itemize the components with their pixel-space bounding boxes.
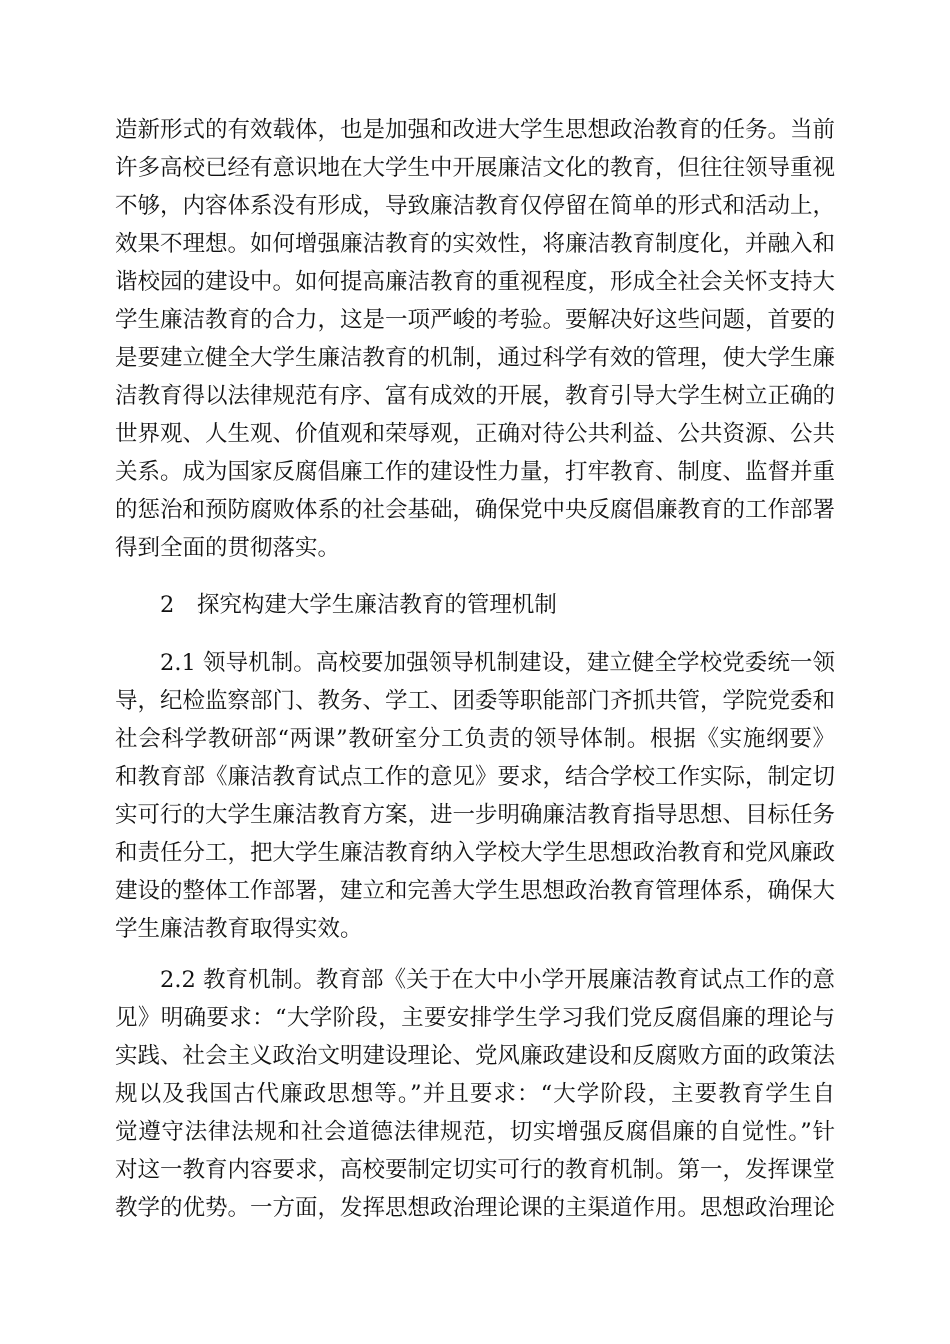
text-line: 关系。成为国家反腐倡廉工作的建设性力量，打牢教育、制度、监督并重	[115, 459, 836, 485]
text-line: 实可行的大学生廉洁教育方案，进一步明确廉洁教育指导思想、目标任务	[115, 802, 836, 828]
section-heading	[115, 586, 835, 624]
text-line: 和教育部《廉洁教育试点工作的意见》要求，结合学校工作实际，制定切	[115, 764, 836, 790]
text-line: 不够，内容体系没有形成，导致廉洁教育仅停留在简单的形式和活动上，	[115, 193, 836, 219]
text-line: 建设的整体工作部署，建立和完善大学生思想政治教育管理体系，确保大	[115, 878, 836, 904]
text-line: 造新形式的有效载体，也是加强和改进大学生思想政治教育的任务。当前	[115, 117, 836, 143]
text-line: 导，纪检监察部门、教务、学工、团委等职能部门齐抓共管，学院党委和	[115, 688, 836, 714]
text-line: 得到全面的贯彻落实。	[115, 535, 341, 561]
text-line: 许多高校已经有意识地在大学生中开展廉洁文化的教育，但往往领导重视	[115, 155, 836, 181]
text-line: 教学的优势。一方面，发挥思想政治理论课的主渠道作用。思想政治理论	[115, 1195, 836, 1221]
text-line: 洁教育得以法律规范有序、富有成效的开展，教育引导大学生树立正确的	[115, 383, 836, 409]
text-line: 2.2 教育机制。教育部《关于在大中小学开展廉洁教育试点工作的意	[160, 967, 835, 993]
text-line: 世界观、人生观、价值观和荣辱观，正确对待公共利益、公共资源、公共	[115, 421, 836, 447]
text-line: 对这一教育内容要求，高校要制定切实可行的教育机制。第一，发挥课堂	[115, 1157, 836, 1183]
text-line: 觉遵守法律法规和社会道德法律规范，切实增强反腐倡廉的自觉性。”针	[115, 1119, 835, 1145]
text-line: 见》明确要求：“大学阶段，主要安排学生学习我们党反腐倡廉的理论与	[115, 1005, 835, 1031]
text-line: 规以及我国古代廉政思想等。”并且要求：“大学阶段，主要教育学生自	[115, 1081, 835, 1107]
text-line: 的惩治和预防腐败体系的社会基础，确保党中央反腐倡廉教育的工作部署	[115, 497, 836, 523]
paragraph-leadership-mechanism	[115, 644, 835, 948]
section-heading-text: 2 探究构建大学生廉洁教育的管理机制	[160, 592, 557, 618]
text-line: 2.1 领导机制。高校要加强领导机制建设，建立健全学校党委统一领	[160, 650, 835, 676]
text-line: 学生廉洁教育取得实效。	[115, 916, 363, 942]
paragraph-education-mechanism	[115, 961, 835, 1227]
text-line: 谐校园的建设中。如何提高廉洁教育的重视程度，形成全社会关怀支持大	[115, 269, 836, 295]
text-line: 社会科学教研部“两课”教研室分工负责的领导体制。根据《实施纲要》	[115, 726, 835, 752]
text-line: 学生廉洁教育的合力，这是一项严峻的考验。要解决好这些问题，首要的	[115, 307, 836, 333]
text-line: 和责任分工，把大学生廉洁教育纳入学校大学生思想政治教育和党风廉政	[115, 840, 836, 866]
text-line: 效果不理想。如何增强廉洁教育的实效性，将廉洁教育制度化，并融入和	[115, 231, 836, 257]
paragraph-continuation	[115, 111, 835, 567]
text-line: 实践、社会主义政治文明建设理论、党风廉政建设和反腐败方面的政策法	[115, 1043, 836, 1069]
text-line: 是要建立健全大学生廉洁教育的机制，通过科学有效的管理，使大学生廉	[115, 345, 836, 371]
